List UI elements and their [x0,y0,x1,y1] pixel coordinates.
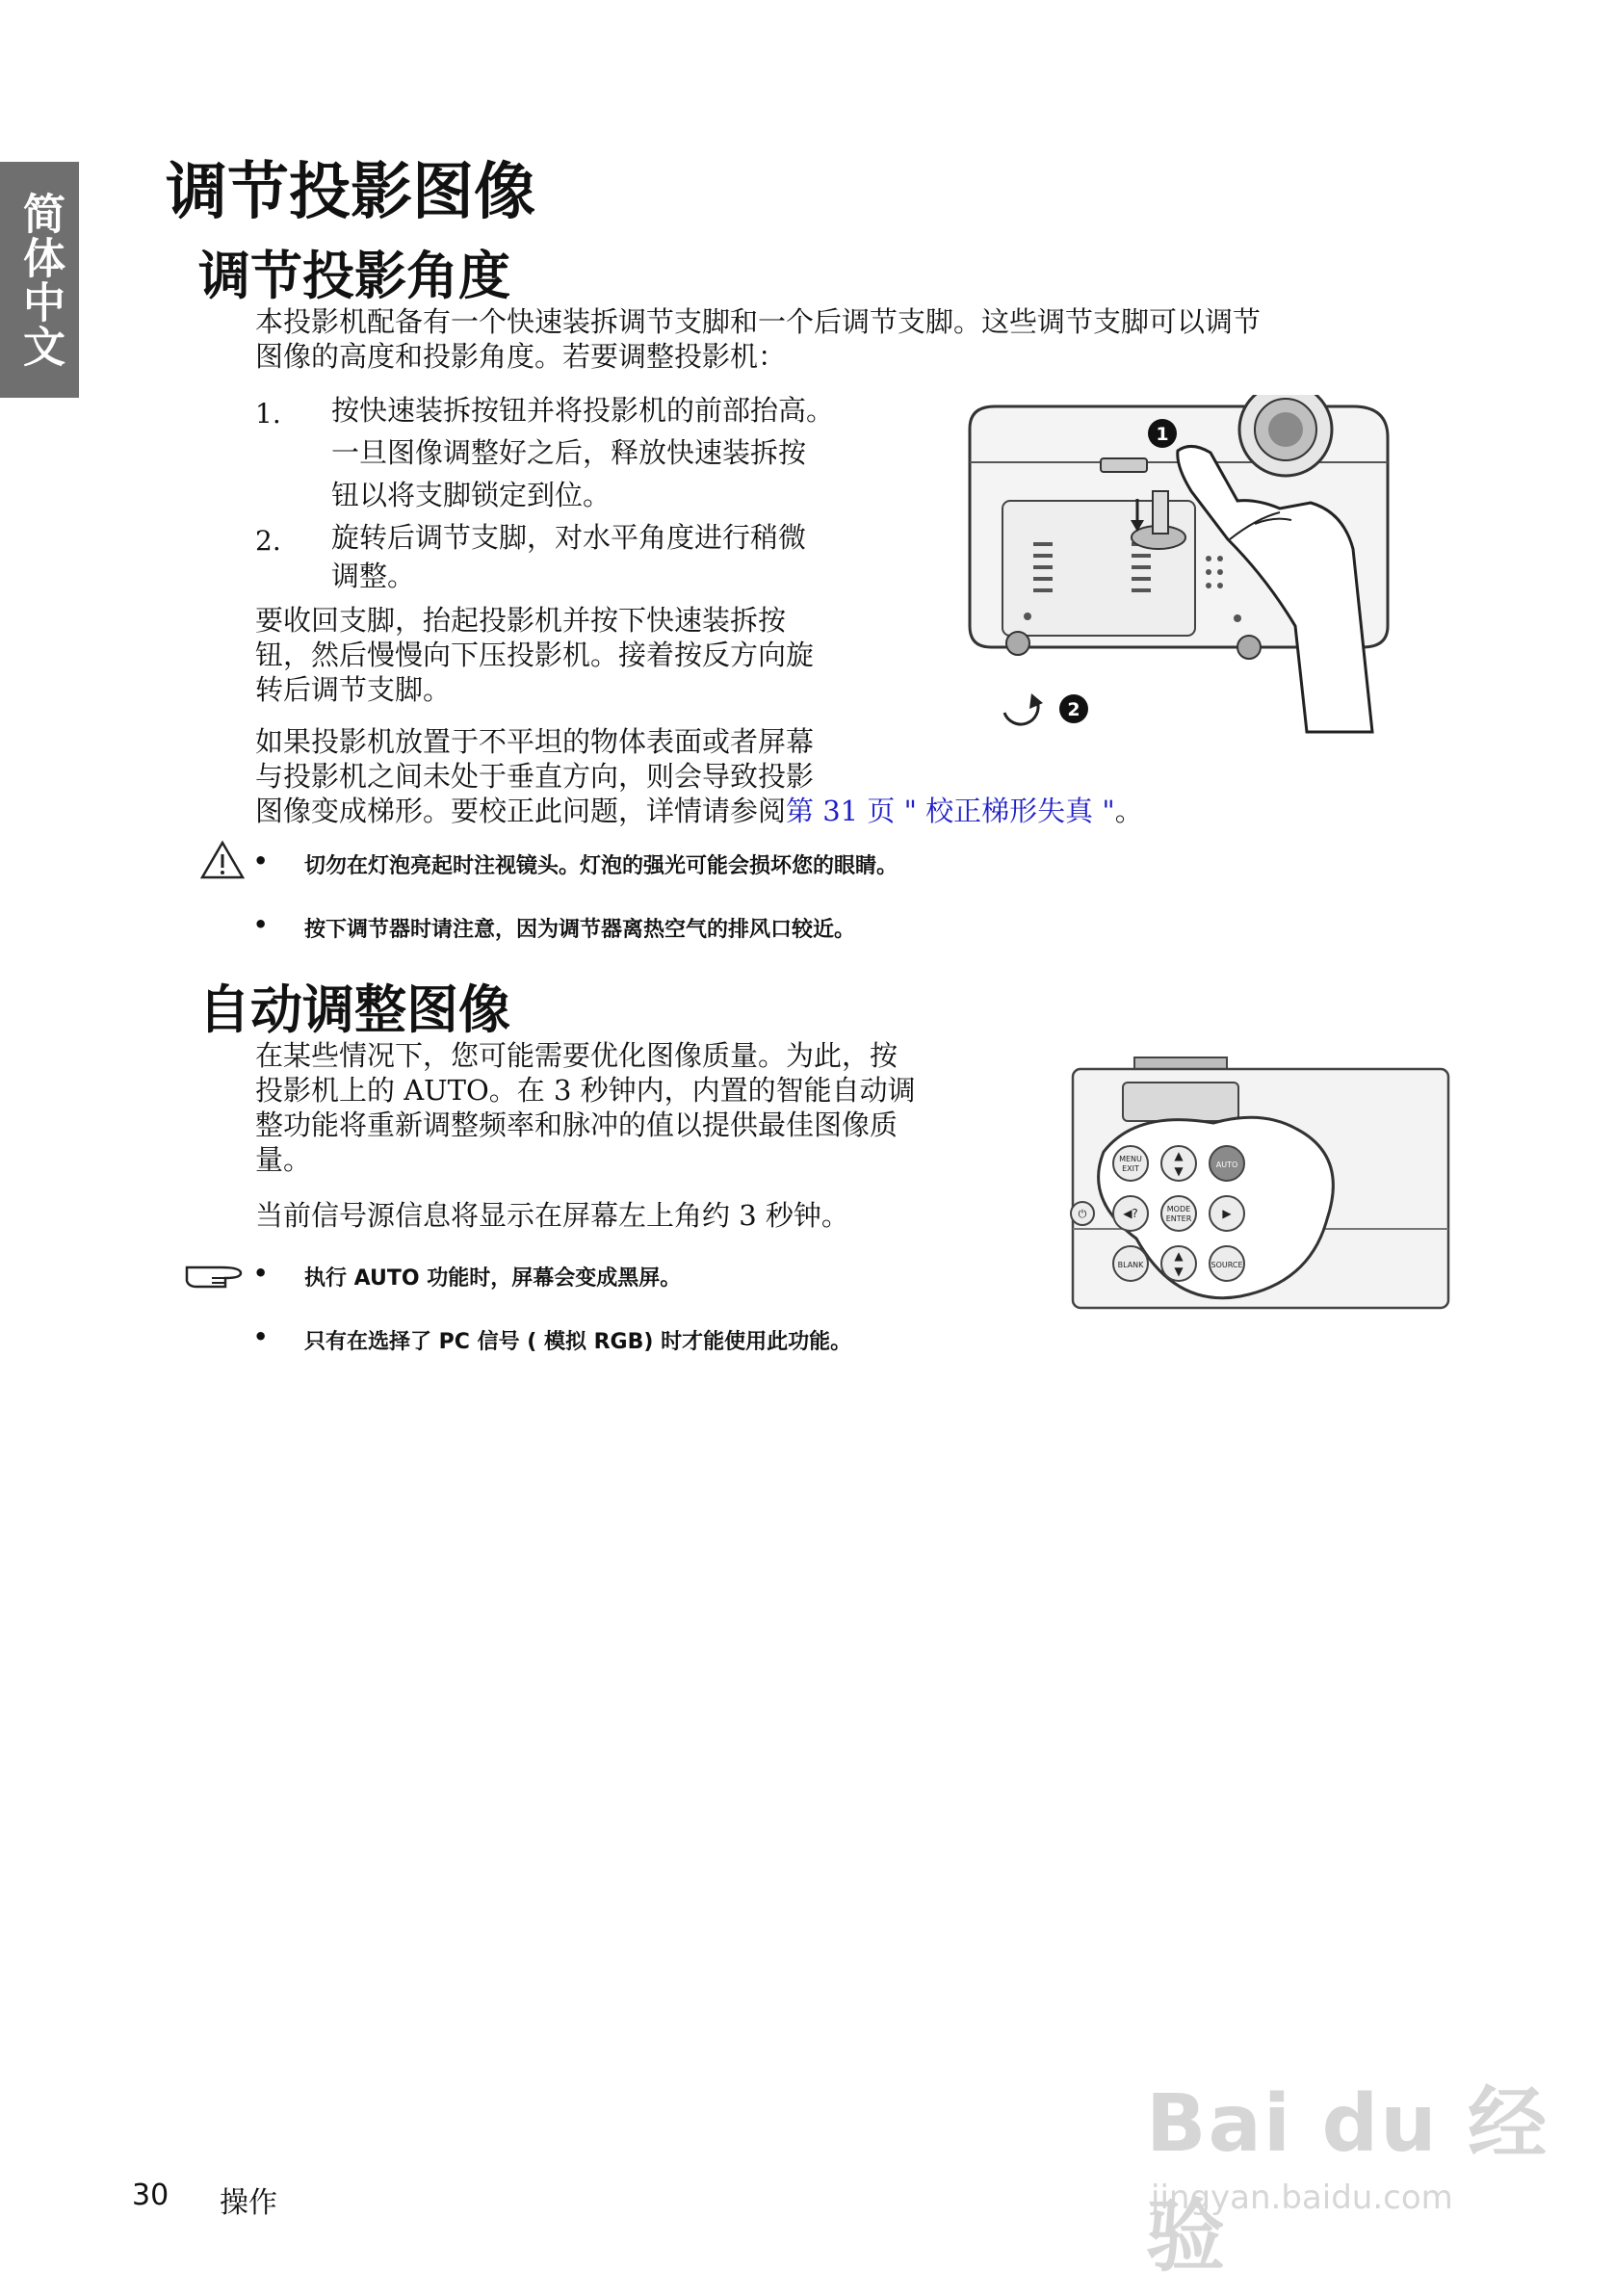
source-info-line: 当前信号源信息将显示在屏幕左上角约 3 秒钟。 [255,1199,849,1232]
keystone-page-link[interactable]: 第 31 页 " 校正梯形失真 " [786,795,1115,827]
chapter-label: 操作 [220,2186,277,2220]
baidu-watermark-logo: Bai du 经验 [1146,2078,1549,2283]
section-title: 调节投影图像 [166,157,535,228]
exit-key-label: EXIT [1122,1164,1139,1173]
heading-auto-adjust: 自动调整图像 [198,979,510,1040]
tip-bullet-1: • [253,1260,269,1287]
menu-key-label: MENU [1119,1155,1142,1163]
step-2-line-1: 旋转后调节支脚，对水平角度进行稍微 [331,521,807,554]
tip-bullet-2: • [253,1323,269,1350]
tip-note-1: 执行 AUTO 功能时，屏幕会变成黑屏。 [304,1266,682,1291]
svg-text:▲: ▲ [1174,1249,1184,1263]
step-1-line-3: 钮以将支脚锁定到位。 [331,479,612,511]
keystone-line-3 [255,794,1143,828]
warning-bullet-1: • [253,848,269,874]
svg-text:▼: ▼ [1174,1265,1184,1278]
step-2-line-2: 调整。 [331,560,416,592]
step-1-number: 1. [255,398,281,430]
svg-text:◀?: ◀? [1123,1207,1138,1220]
step-1-line-2: 一旦图像调整好之后，释放快速装拆按 [331,436,807,469]
retract-line-2: 钮，然后慢慢向下压投影机。接着按反方向旋 [255,639,815,671]
pointing-hand-icon [183,1258,247,1291]
svg-text:⏻: ⏻ [1078,1208,1087,1220]
auto-line-3: 整功能将重新调整频率和脉冲的值以提供最佳图像质 [255,1109,898,1141]
warning-note-2: 按下调节器时请注意，因为调节器离热空气的排风口较近。 [304,918,856,942]
projector-foot-illustration [949,395,1430,751]
intro-line-2: 图像的高度和投影角度。若要调整投影机： [255,340,787,373]
blank-key-label: BLANK [1117,1261,1144,1269]
auto-key-label: AUTO [1215,1161,1238,1169]
warning-bullet-2: • [253,911,269,938]
keystone-line-1: 如果投影机放置于不平坦的物体表面或者屏幕 [255,725,815,758]
tip-note-2: 只有在选择了 PC 信号 ( 模拟 RGB) 时才能使用此功能。 [304,1330,852,1354]
page-number: 30 [132,2179,169,2212]
intro-line-1: 本投影机配备有一个快速装拆调节支脚和一个后调节支脚。这些调节支脚可以调节 [255,305,1262,338]
step-1-line-1: 按快速装拆按钮并将投影机的前部抬高。 [331,394,835,427]
projector-keypad-illustration [1069,1056,1454,1316]
auto-line-4: 量。 [255,1143,312,1176]
keystone-end: 。 [1114,795,1143,827]
source-key-label: SOURCE [1210,1261,1243,1269]
mode-key-label: MODE [1166,1205,1191,1213]
callout-1: 1 [1156,424,1169,445]
language-tab [0,162,79,398]
warning-icon [200,840,245,880]
callout-2: 2 [1067,699,1080,720]
auto-line-2: 投影机上的 AUTO。在 3 秒钟内，内置的智能自动调 [255,1074,916,1107]
enter-key-label: ENTER [1165,1214,1192,1223]
keystone-text: 图像变成梯形。要校正此问题，详情请参阅 [255,795,787,827]
svg-text:▲: ▲ [1174,1149,1184,1162]
baidu-watermark-url: jingyan.baidu.com [1151,2179,1453,2217]
keystone-line-2: 与投影机之间未处于垂直方向，则会导致投影 [255,760,815,793]
retract-line-1: 要收回支脚，抬起投影机并按下快速装拆按 [255,604,787,637]
heading-adjust-angle: 调节投影角度 [198,246,510,306]
language-tab-label: 简体中文 [15,191,65,369]
step-2-number: 2. [255,525,281,557]
warning-note-1: 切勿在灯泡亮起时注视镜头。灯泡的强光可能会损坏您的眼睛。 [304,854,898,878]
auto-line-1: 在某些情况下，您可能需要优化图像质量。为此，按 [255,1039,898,1072]
retract-line-3: 转后调节支脚。 [255,673,452,706]
svg-text:▼: ▼ [1174,1164,1184,1178]
svg-text:▶: ▶ [1222,1207,1232,1220]
